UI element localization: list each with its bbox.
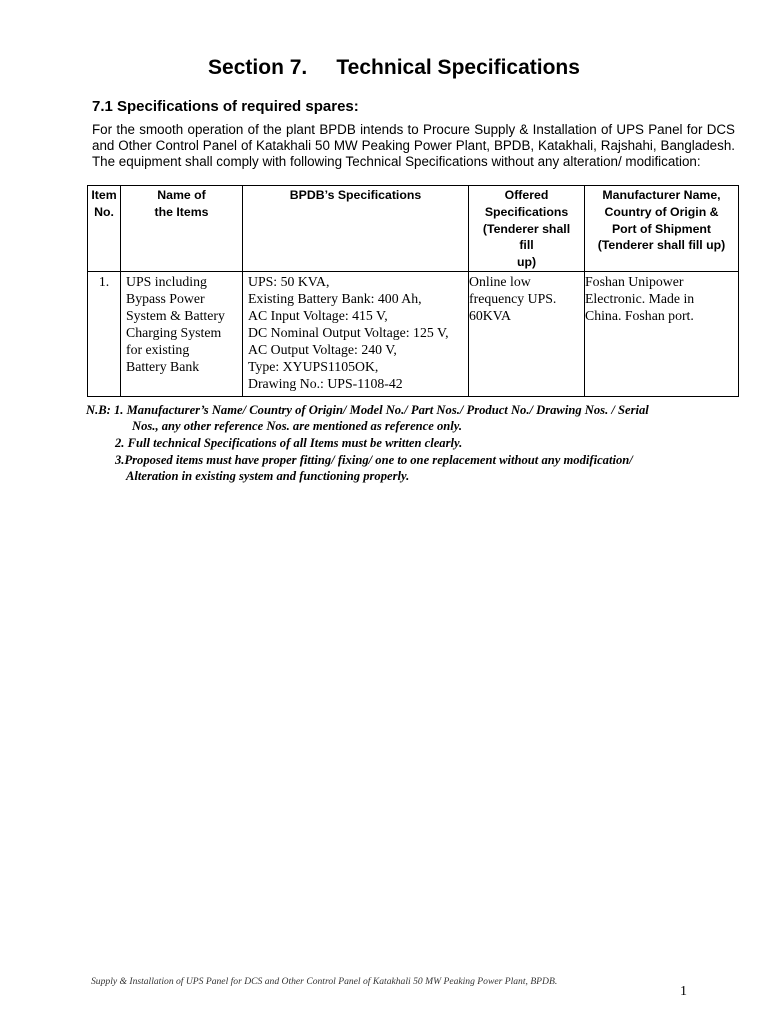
notes-block xyxy=(86,402,736,484)
section-subheading: 7.1 Specifications of required spares: xyxy=(92,98,359,115)
table-row xyxy=(88,272,739,397)
note-3-line-1: 3.Proposed items must have proper fitting/ fixing/ one to one replacement without any modification/ xyxy=(115,453,633,467)
table-header-row xyxy=(88,186,739,272)
specifications-table xyxy=(87,185,739,397)
note-1-line-2: Nos., any other reference Nos. are mentioned as reference only. xyxy=(132,419,463,433)
cell-manufacturer: Foshan Unipower Electronic. Made in China. Foshan port. xyxy=(585,272,739,397)
header-manufacturer: Manufacturer Name, Country of Origin & Port of Shipment (Tenderer shall fill up) xyxy=(585,186,739,272)
header-bpdb-specifications: BPDB’s Specifications xyxy=(243,186,469,272)
header-item-name: Name of the Items xyxy=(121,186,243,272)
cell-item-name: UPS including Bypass Power System & Battery Charging System for existing Battery Bank xyxy=(121,272,243,397)
cell-offered-specification: Online low frequency UPS. 60KVA xyxy=(469,272,585,397)
header-offered-specifications: Offered Specifications (Tenderer shall fill up) xyxy=(469,186,585,272)
note-2: 2. Full technical Specifications of all Items must be written clearly. xyxy=(115,436,463,450)
header-item-no: Item No. xyxy=(88,186,121,272)
cell-bpdb-specification: UPS: 50 KVA, Existing Battery Bank: 400 Ah, AC Input Voltage: 415 V, DC Nominal Output Voltage: 125 V, AC Output Voltage: 240 V, Type: XYUPS1105OK, Drawing No.: UPS-1108-42 xyxy=(243,272,469,397)
page-number: 1 xyxy=(680,984,687,999)
note-1-line-1: N.B: 1. Manufacturer’s Name/ Country of Origin/ Model No./ Part Nos./ Product No./ Drawing Nos. / Serial xyxy=(86,403,649,417)
page-footer: Supply & Installation of UPS Panel for DCS and Other Control Panel of Katakhali 50 MW Peaking Power Plant, BPDB. xyxy=(91,976,558,987)
cell-item-no: 1. xyxy=(88,272,121,397)
page-title: Section 7. Technical Specifications xyxy=(208,56,580,79)
note-3-line-2: Alteration in existing system and functioning properly. xyxy=(126,469,410,483)
intro-paragraph: For the smooth operation of the plant BPDB intends to Procure Supply & Installation of UPS Panel for DCS and Other Control Panel of Katakhali 50 MW Peaking Power Plant, BPDB, Katakhali, Rajshahi, Bangladesh. The equipment shall comply with following Technical Specifications without any alteration/ modification: xyxy=(92,122,735,170)
